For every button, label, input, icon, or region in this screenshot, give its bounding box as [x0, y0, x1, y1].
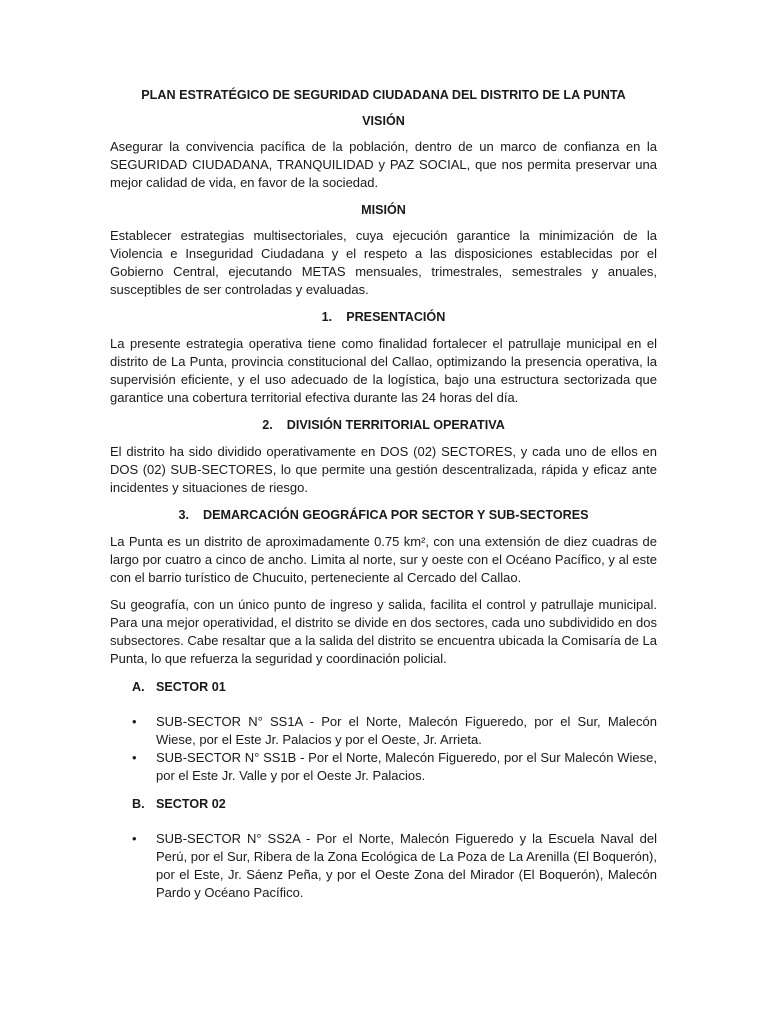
vision-text: Asegurar la convivencia pacífica de la población, dentro de un marco de confianza en la SEGURIDAD CIUDADANA, TRANQUILIDAD y PAZ SOCIAL, que nos permita preservar una mejor calidad de vida, en favor de la sociedad.	[110, 139, 657, 190]
bullet-icon: •	[132, 750, 137, 765]
section-heading-presentacion	[110, 308, 657, 326]
bullet-icon: •	[132, 714, 137, 729]
document-page	[110, 86, 657, 908]
sector-name: SECTOR 02	[156, 797, 226, 811]
sector-02-list	[110, 830, 657, 902]
section-number: 2.	[262, 418, 273, 432]
list-item	[110, 830, 657, 902]
section-title: DIVISIÓN TERRITORIAL OPERATIVA	[286, 418, 505, 432]
list-item	[110, 713, 657, 749]
section-number: 3.	[178, 508, 189, 522]
bullet-icon: •	[132, 831, 137, 846]
sector-letter: B.	[132, 797, 145, 811]
list-item-text: SUB-SECTOR N° SS2A - Por el Norte, Malecón Figueredo y la Escuela Naval del Perú, por el Sur, Ribera de la Zona Ecológica de La Poza de La Arenilla (El Boquerón), por el Este, Jr. Sáenz Peña, y por el Oeste Zona del Mirador (El Boquerón), Malecón Pardo y Océano Pacífico.	[156, 831, 657, 900]
sector-letter: A.	[132, 680, 145, 694]
presentacion-paragraph: La presente estrategia operativa tiene como finalidad fortalecer el patrullaje municipal en el distrito de La Punta, provincia constitucional del Callao, optimizando la presencia operativa, la supervisión eficiente, y el uso adecuado de la logística, bajo una estructura sectorizada que garantice una cobertura territorial efectiva durante las 24 horas del día.	[110, 336, 657, 405]
mision-text: Establecer estrategias multisectoriales, cuya ejecución garantice la minimización de la Violencia e Inseguridad Ciudadana y el respeto a las disposiciones establecidas por el Gobierno Central, ejecutando METAS mensuales, trimestrales, semestrales y anuales, susceptibles de ser controladas y evaluadas.	[110, 228, 657, 297]
vision-heading: VISIÓN	[362, 114, 405, 128]
mision-heading: MISIÓN	[361, 203, 406, 217]
section-heading-division	[110, 416, 657, 434]
demarcacion-paragraph-1: La Punta es un distrito de aproximadamente 0.75 km², con una extensión de diez cuadras de largo por cuatro a cinco de ancho. Limita al norte, sur y oeste con el Océano Pacífico, y al este con el barrio turístico de Chucuito, perteneciente al Cercado del Callao.	[110, 534, 657, 585]
sector-name: SECTOR 01	[156, 680, 226, 694]
list-item	[110, 749, 657, 785]
sector-heading-b	[132, 795, 657, 813]
division-paragraph: El distrito ha sido dividido operativamente en DOS (02) SECTORES, y cada uno de ellos en DOS (02) SUB-SECTORES, lo que permite una gestión descentralizada, rápida y eficaz ante incidentes y situaciones de riesgo.	[110, 444, 657, 495]
demarcacion-paragraph-2: Su geografía, con un único punto de ingreso y salida, facilita el control y patrullaje municipal. Para una mejor operatividad, el distrito se divide en dos sectores, cada uno subdividido en dos subsectores. Cabe resaltar que a la salida del distrito se encuentra ubicada la Comisaría de La Punta, lo que refuerza la seguridad y coordinación policial.	[110, 597, 657, 666]
list-item-text: SUB-SECTOR N° SS1B - Por el Norte, Malecón Figueredo, por el Sur Malecón Wiese, por el Este Jr. Valle y por el Oeste Jr. Palacios.	[156, 750, 657, 783]
document-title: PLAN ESTRATÉGICO DE SEGURIDAD CIUDADANA DEL DISTRITO DE LA PUNTA	[141, 88, 626, 102]
sector-01-list	[110, 713, 657, 785]
section-number: 1.	[321, 310, 333, 324]
sector-heading-a	[132, 678, 657, 696]
list-item-text: SUB-SECTOR N° SS1A - Por el Norte, Malecón Figueredo, por el Sur, Malecón Wiese, por el Este Jr. Palacios y por el Oeste, Jr. Arrieta.	[156, 714, 657, 747]
section-title: PRESENTACIÓN	[346, 310, 446, 324]
section-heading-demarcacion	[110, 506, 657, 524]
section-title: DEMARCACIÓN GEOGRÁFICA POR SECTOR Y SUB-SECTORES	[202, 508, 589, 522]
